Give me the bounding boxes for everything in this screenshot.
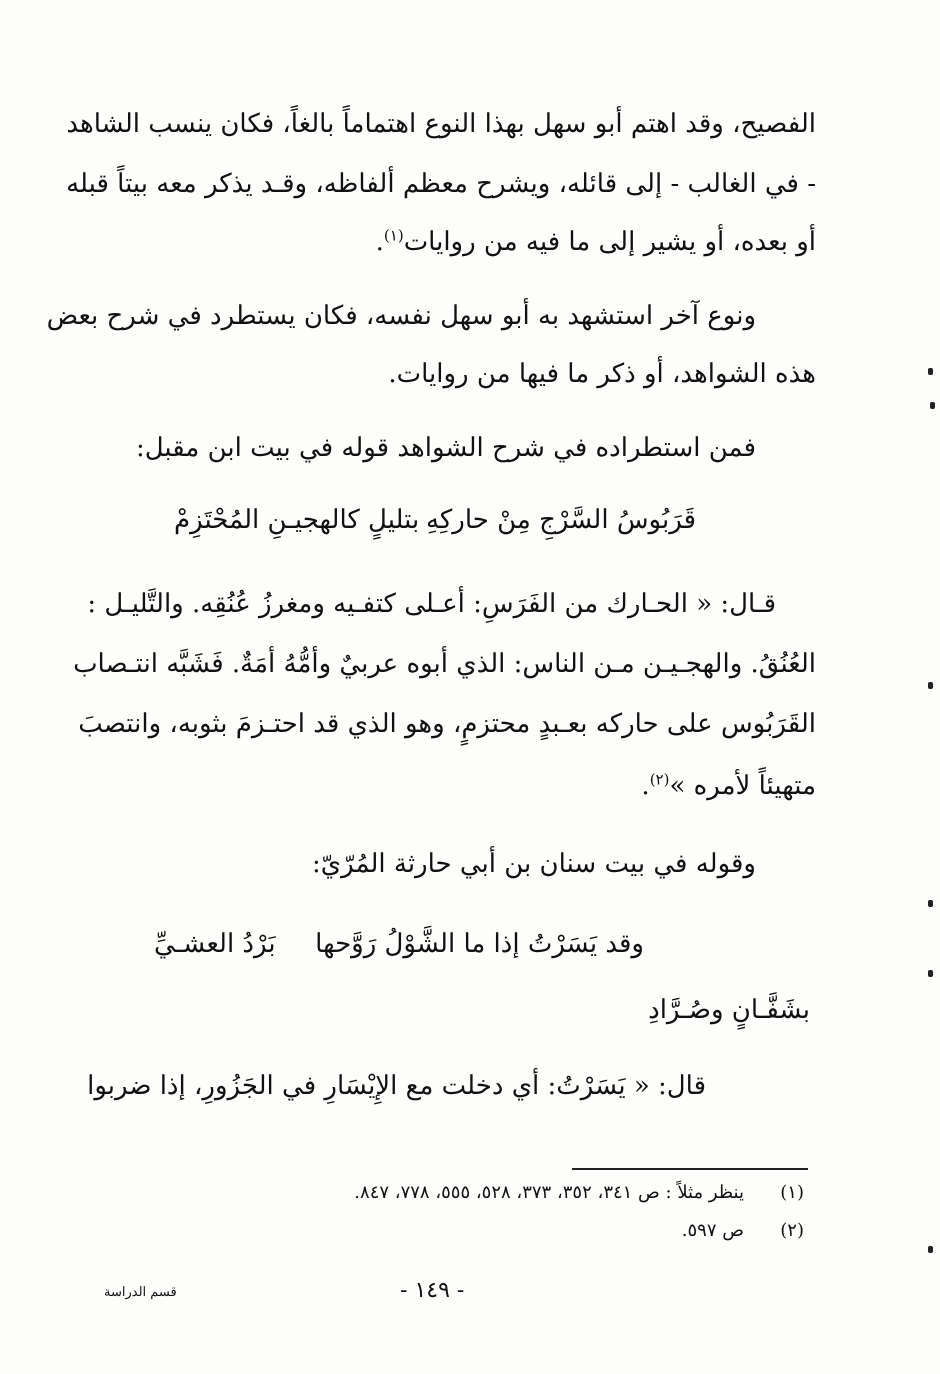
paragraph-2-line-1: ونوع آخر استشهد به أبو سهل نفسه، فكان يستطرد في شرح بعض [46,301,756,331]
footnote-ref-1: (١) [383,226,404,245]
paragraph-4-line-3: القَرَبُوس على حاركه بعـبدٍ محتزمٍ، وهو الذي قد احتـزمَ بثوبه، وانتصبَ [78,709,816,739]
paragraph-6: قال: « يَسَرْتُ: أي دخلت مع الإِيْسَارِ في الجَزُورِ، إذا ضربوا [87,1071,706,1101]
scan-speck [928,900,933,907]
paragraph-3: فمن استطراده في شرح الشواهد قوله في بيت ابن مقبل: [135,433,756,463]
verse-2-continuation: بشَفَّـانٍ وصُـرَّادِ [648,995,810,1025]
footnote-2-number: (٢) [780,1220,804,1241]
footnote-1-text: ينظر مثلاً : ص ٣٤١، ٣٥٢، ٣٧٣، ٥٢٨، ٥٥٥، ٧٧٨، ٨٤٧. [354,1182,744,1203]
verse-2-second-hemistich: بَرْدُ العشـيِّ [154,929,276,959]
scan-speck [928,682,933,689]
scan-speck [928,1246,933,1253]
footnote-2 [682,1218,804,1244]
page-number: - ١٤٩ - [400,1278,465,1303]
section-label: قسم الدراسة [104,1285,177,1300]
paragraph-4-line-1: قـال: « الحـارك من الفَرَسِ: أعـلى كتفـيه ومغرزُ عُنُقِه. والتَّليـل : [87,589,776,619]
paragraph-2-line-2: هذه الشواهد، أو ذكر ما فيها من روايات. [388,359,816,389]
footnote-ref-2: (٢) [649,770,670,789]
paragraph-1-line-2: - في الغالب - إلى قائله، ويشرح معظم ألفاظه، وقـد يذكر معه بيتاً قبله [66,169,816,199]
paragraph-4-line-4: متهيئاً لأمره »$^{(٢)}$. [641,770,816,801]
paragraph-4-line-2: العُنُقُ. والهجـيـن مـن الناس: الذي أبوه عربيٌ وأمُّهُ أمَةٌ. فَشَبَّه انتـصاب [73,649,816,679]
footnote-2-text: ص ٥٩٧. [681,1220,744,1241]
footnote-separator [572,1168,808,1170]
paragraph-1-line-3: أو بعده، أو يشير إلى ما فيه من روايات$^{(١)}$. [375,226,816,257]
scan-speck [930,402,935,409]
verse-2-first-hemistich: وقد يَسَرْتُ إذا ما الشَّوْلُ رَوَّحها [315,929,644,959]
scan-speck [928,368,933,375]
verse-1-second-hemistich: بتليلٍ كالهجيـنِ المُحْتَزِمْ [174,505,420,535]
verse-1-first-hemistich: قَرَبُوسُ السَّرْجِ مِنْ حاركِهِ [425,505,696,535]
footnote-1-number: (١) [780,1182,804,1203]
scan-speck [928,970,933,977]
paragraph-5: وقوله في بيت سنان بن أبي حارثة المُرّيّ: [311,849,756,879]
paragraph-1-line-1: الفصيح، وقد اهتم أبو سهل بهذا النوع اهتماماً بالغاً، فكان ينسب الشاهد [66,109,816,139]
footnote-1 [354,1180,804,1206]
